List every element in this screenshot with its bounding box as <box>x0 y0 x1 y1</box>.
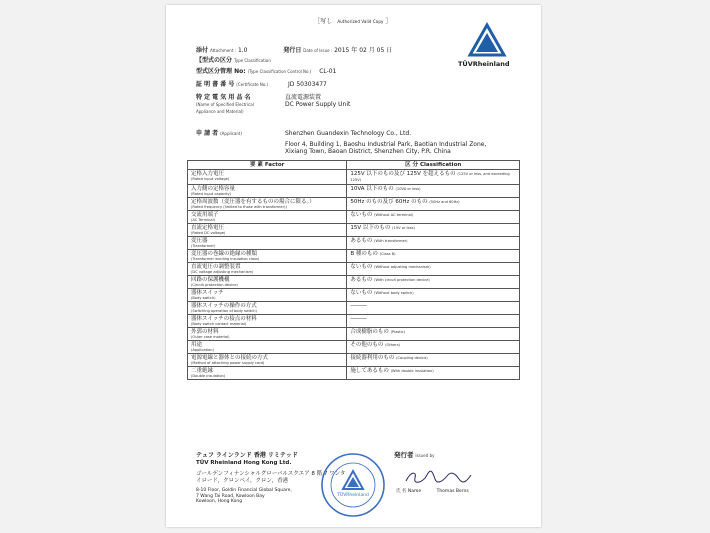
appliance-row <box>196 94 254 115</box>
classification-ja: 施してあるもの <box>350 368 389 374</box>
copy-label-en: Authorized Valid Copy <box>337 19 384 24</box>
classification-cell <box>347 198 520 211</box>
table-row <box>188 211 520 224</box>
factor-header-en: Factor <box>264 162 285 168</box>
svg-text:TÜVRheinland: TÜVRheinland <box>337 493 369 498</box>
copy-label-ja: ［写し <box>314 18 333 25</box>
classification-cell <box>347 302 520 315</box>
factor-header-ja: 要 素 <box>249 162 263 168</box>
factor-en: (Body switch contact material) <box>191 322 247 326</box>
classification-ja: 10VA 以下のもの <box>350 186 394 192</box>
table-row <box>188 367 520 380</box>
factor-ja: 器体スイッチの操作の方式 <box>191 303 257 309</box>
classification-cell <box>347 170 520 185</box>
classification-cell <box>347 237 520 250</box>
control-no-row <box>196 68 336 75</box>
table-row <box>188 354 520 367</box>
certificate-no-label: 証 明 書 番 号 <box>196 81 235 88</box>
classification-cell <box>347 354 520 367</box>
copy-label <box>314 18 392 25</box>
factor-en: (Application) <box>191 348 214 352</box>
certificate-no-value: JD 50303477 <box>288 81 327 88</box>
factor-cell <box>188 263 347 276</box>
classification-en: (Plastic) <box>390 330 406 334</box>
factor-cell <box>188 211 347 224</box>
classification-en: (With circuit protection device) <box>374 278 430 282</box>
certificate-no-row <box>196 81 327 88</box>
classification-en: (Without AC terminal) <box>374 213 414 217</box>
appliance-label-en-1: (Name of Specified Electrical <box>196 102 254 107</box>
appliance-label-en-2: Appliance and Material) <box>196 109 244 114</box>
applicant-row <box>196 130 242 137</box>
factor-cell <box>188 185 347 198</box>
classification-en: (Without adjusting mechanism) <box>374 265 431 269</box>
table-row <box>188 170 520 185</box>
appliance-label: 特 定 電 気 用 品 名 <box>196 94 251 101</box>
factor-ja: 直流電圧の調整装置 <box>191 264 241 270</box>
issue-date-value: 2015 年 02 月 05 日 <box>334 47 393 54</box>
factor-cell <box>188 237 347 250</box>
applicant-value <box>285 130 515 155</box>
applicant-name: Shenzhen Guandexin Technology Co., Ltd. <box>285 130 412 137</box>
classification-en: (Others) <box>385 343 401 347</box>
classification-ja: 125V 以下のもの及び 125V を超えるもの <box>350 171 456 177</box>
company-address-ja: ゴールデンフィナンシャルグローバルスクエア 8 階 7 ワンタイロード，クロンベイ，クロン，香港 <box>196 471 346 484</box>
classification-cell <box>347 224 520 237</box>
factor-en: (Method of attaching power supply cord) <box>191 361 265 365</box>
table-row <box>188 328 520 341</box>
signer-label: 氏 名 Name <box>396 489 422 494</box>
factor-en: (Outer case material) <box>191 335 230 339</box>
table-row <box>188 302 520 315</box>
type-classification-label: 【型式の区分 <box>196 57 233 64</box>
classification-cell <box>347 341 520 354</box>
certificate-no-label-en: (Certificate No.) <box>236 82 269 87</box>
factor-ja: 電源電線と器体との接続の方式 <box>191 355 269 361</box>
factor-cell <box>188 250 347 263</box>
factor-cell <box>188 276 347 289</box>
classification-ja: ――― <box>350 316 367 322</box>
attachment-value: 1.0 <box>237 47 248 54</box>
classification-en: (125V or less, and exceeding 125V) <box>350 172 510 182</box>
company-address-en-2: 7 Wang Tai Road, Kowloon Bay <box>196 493 265 499</box>
control-no-value: CL-01 <box>319 68 337 75</box>
attachment-row <box>196 47 392 54</box>
tuv-brand-name: TÜVRheinland <box>458 60 510 68</box>
factor-cell <box>188 170 347 185</box>
classification-ja: 接続器利用のもの <box>350 355 395 361</box>
factor-en: (Switching operation of body switch) <box>191 309 257 313</box>
company-name-en: TÜV Rheinland Hong Kong Ltd. <box>196 460 292 466</box>
factor-en: (Rated input voltage) <box>191 177 230 181</box>
applicant-label-en: (Applicant) <box>220 131 243 136</box>
classification-en: (Coupling device) <box>396 356 428 360</box>
appliance-value <box>285 94 350 108</box>
classification-cell <box>347 328 520 341</box>
classification-ja: その他のもの <box>350 342 384 348</box>
factor-en: (AC Terminal) <box>191 218 216 222</box>
table-row <box>188 263 520 276</box>
factor-en: (DC voltage adjusting mechanism) <box>191 270 254 274</box>
classification-cell <box>347 211 520 224</box>
issuer-block <box>394 452 434 459</box>
applicant-label: 申 請 者 <box>196 130 219 137</box>
classification-ja: B 種のもの <box>350 251 378 257</box>
factor-en: (Transformer winding insulation class) <box>191 257 260 261</box>
factor-en: (Body switch) <box>191 296 216 300</box>
classification-ja: あるもの <box>350 238 373 244</box>
classification-ja: 50Hz のもの及び 60Hz のもの <box>350 199 428 205</box>
factor-ja: 器体スイッチ <box>191 290 224 296</box>
classification-header <box>347 161 520 170</box>
table-row <box>188 185 520 198</box>
factor-ja: 入力側の定格容量 <box>191 186 236 192</box>
classification-ja: 合成樹脂のもの <box>350 329 389 335</box>
factor-ja: 回路の保護機構 <box>191 277 230 283</box>
classification-en: (With transformer) <box>374 239 408 243</box>
factor-ja: 用途 <box>191 342 203 348</box>
factor-cell <box>188 328 347 341</box>
classification-table-body <box>188 170 520 380</box>
table-row <box>188 341 520 354</box>
classification-ja: ――― <box>350 303 367 309</box>
factor-en: (Double insulation) <box>191 374 226 378</box>
issuer-label-en: Issued by <box>415 453 435 458</box>
attachment-label-en: Attachment : <box>209 48 237 53</box>
table-row <box>188 276 520 289</box>
factor-en: (Rated input capacity) <box>191 192 232 196</box>
factor-en: (Rated DC voltage) <box>191 231 226 235</box>
applicant-address-2: Xixiang Town, Baoan District, Shenzhen City, P.R. China <box>285 148 451 155</box>
classification-table <box>187 160 520 380</box>
type-classification-row <box>196 57 271 64</box>
classification-en: (With double insulation) <box>390 369 434 373</box>
classification-header-en: Classification <box>419 162 462 168</box>
certificate-sheet <box>166 5 541 527</box>
issue-date-label-en: Date of Issue : <box>303 48 333 53</box>
table-row <box>188 237 520 250</box>
appliance-value-en: DC Power Supply Unit <box>285 101 351 108</box>
factor-ja: 定格入力電圧 <box>191 171 225 177</box>
classification-en: (50Hz and 60Hz) <box>429 200 460 204</box>
factor-ja: 直流定格電圧 <box>191 225 225 231</box>
control-no-label: 型式区分管理 No: <box>196 68 246 75</box>
copy-label-close: ］ <box>385 18 392 25</box>
signer-block <box>396 488 469 495</box>
classification-en: (10VA or less) <box>395 187 421 191</box>
classification-ja: あるもの <box>350 277 373 283</box>
classification-ja: 15V 以下のもの <box>350 225 391 231</box>
control-no-label-en: (Type Classification Control No.) <box>247 69 312 74</box>
table-row <box>188 250 520 263</box>
table-row <box>188 198 520 211</box>
classification-header-ja: 区 分 <box>405 162 419 168</box>
classification-ja: ないもの <box>350 212 373 218</box>
factor-cell <box>188 354 347 367</box>
company-address-en-3: Kowloon, Hong Kong <box>196 499 243 504</box>
factor-cell <box>188 302 347 315</box>
factor-en: (Transformer) <box>191 244 216 248</box>
factor-ja: 二重絶縁 <box>191 368 214 374</box>
applicant-address-1: Floor 4, Building 1, Baoshu Industrial Park, Baotian Industrial Zone, <box>285 141 487 148</box>
classification-cell <box>347 367 520 380</box>
factor-cell <box>188 224 347 237</box>
classification-cell <box>347 315 520 328</box>
factor-cell <box>188 198 347 211</box>
factor-cell <box>188 341 347 354</box>
table-row <box>188 289 520 302</box>
classification-en: (Class B) <box>379 252 396 256</box>
factor-en: (Circuit protection device) <box>191 283 238 287</box>
type-classification-label-en: Type Classification <box>233 58 271 63</box>
factor-ja: 変圧器の巻線の絶縁の種類 <box>191 251 258 257</box>
signer-name: Thomas Berns <box>436 489 469 494</box>
factor-cell <box>188 367 347 380</box>
classification-cell <box>347 276 520 289</box>
certification-seal-icon <box>319 451 387 519</box>
classification-en: (15V or less) <box>392 226 415 230</box>
company-name-ja: テュフ ラインランド 香港 リミテッド <box>196 452 298 459</box>
issue-date-label: 発行日 <box>283 47 302 54</box>
classification-cell <box>347 250 520 263</box>
factor-header <box>188 161 347 170</box>
factor-ja: 器体スイッチの接点の材料 <box>191 316 257 322</box>
company-address-en-1: 8-10 Floor, Goldin Financial Global Square, <box>196 488 292 493</box>
classification-en: (Without body switch) <box>374 291 414 295</box>
factor-en: (Rated frequency (limited to those with transformer)) <box>191 205 287 209</box>
classification-cell <box>347 289 520 302</box>
classification-ja: ないもの <box>350 290 373 296</box>
factor-ja: 変圧器 <box>191 238 208 244</box>
attachment-label: 添付 <box>196 47 209 54</box>
table-row <box>188 315 520 328</box>
classification-cell <box>347 263 520 276</box>
classification-ja: ないもの <box>350 264 373 270</box>
factor-cell <box>188 289 347 302</box>
factor-ja: 交流用端子 <box>191 212 219 218</box>
factor-ja: 定格周波数（変圧器を有するものの場合に限る。） <box>191 199 315 205</box>
appliance-value-ja: 直流電源装置 <box>285 94 322 101</box>
classification-cell <box>347 185 520 198</box>
table-row <box>188 224 520 237</box>
issuer-label: 発行者 <box>394 451 414 459</box>
signature-icon <box>403 469 473 487</box>
factor-ja: 外郭の材料 <box>191 329 219 335</box>
factor-cell <box>188 315 347 328</box>
